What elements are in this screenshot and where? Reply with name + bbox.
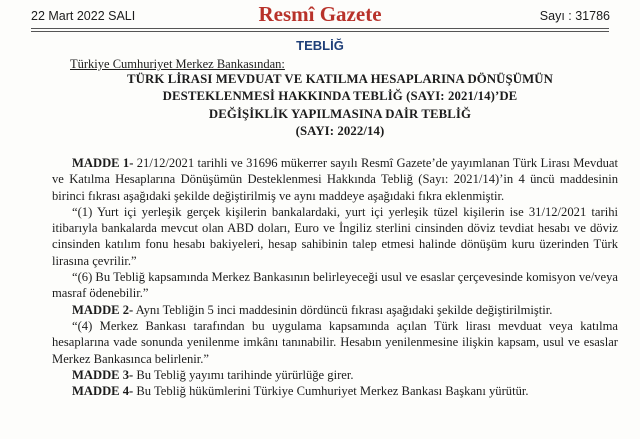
document-title-line: DEĞİŞİKLİK YAPILMASINA DAİR TEBLİĞ — [208, 107, 472, 121]
gazette-name: Resmî Gazete — [258, 2, 382, 26]
issuer-line: Türkiye Cumhuriyet Merkez Bankasından: — [70, 57, 285, 71]
header-rule-top — [31, 28, 609, 29]
article-3 — [52, 367, 618, 383]
article-4 — [52, 383, 618, 399]
document-title-line: TÜRK LİRASI MEVDUAT VE KATILMA HESAPLARINA DÖNÜŞÜMÜN — [127, 72, 553, 86]
gazette-header — [0, 0, 640, 30]
article-text: Aynı Tebliğin 5 inci maddesinin dördüncü fıkrası aşağıdaki şekilde değiştirilmiştir. — [133, 302, 553, 317]
section-title: TEBLİĞ — [296, 38, 344, 53]
document-title-number: (SAYI: 2022/14) — [295, 124, 385, 138]
article-label: MADDE 2- — [72, 302, 134, 317]
document-title-line: DESTEKLENMESİ HAKKINDA TEBLİĞ (SAYI: 2021/14)’DE — [162, 89, 518, 103]
article-text: 21/12/2021 tarihli ve 31696 mükerrer sayılı Resmî Gazete’de yayımlanan Türk Lirası Mevduat ve Katılma Hesaplarına Dönüşümün Desteklenmesi Hakkında Tebliğ (Sayı: 2021/14)’in 4 üncü maddesinin birinci fıkrası aşağıdaki şekilde değiştirilmiş ve aynı maddeye aşağıdaki fıkra eklenmiştir. — [52, 156, 618, 203]
quoted-paragraph: “(1) Yurt içi yerleşik gerçek kişilerin bankalardaki, yurt içi yerleşik tüzel kişilerin ise 31/12/2021 tarihi itibarıyla bankalarda mevcut olan ABD doları, Euro ve İngiliz sterlini cinsinden döviz tevdiat hesabı ve döviz cinsinden katılım fonu hesabı bakiyeleri, hesap sahibinin talep etmesi halinde dönüşüm kuru üzerinden Türk lirasına çevrilir.” — [52, 204, 618, 268]
article-text: Bu Tebliğ hükümlerini Türkiye Cumhuriyet Merkez Bankası Başkanı yürütür. — [133, 384, 529, 399]
quoted-paragraph: “(4) Merkez Bankası tarafından bu uygulama kapsamında açılan Türk lirası mevduat veya katılma hesaplarına vade sonunda yenilenme imkânı tanınabilir. Hesabın yenilenmesine ilişkin kapsam, usul ve esaslar Merkez Bankasınca belirlenir.” — [52, 318, 618, 366]
header-rule-bottom — [31, 31, 609, 32]
issue-number: Sayı : 31786 — [539, 9, 610, 23]
article-label: MADDE 3- — [72, 367, 134, 382]
quoted-paragraph: “(6) Bu Tebliğ kapsamında Merkez Bankasının belirleyeceği usul ve esaslar çerçevesinde komisyon ve/veya masraf ödenebilir.” — [52, 270, 618, 301]
article-label: MADDE 4- — [72, 384, 134, 399]
article-text: Bu Tebliğ yayımı tarihinde yürürlüğe girer. — [133, 367, 354, 382]
article-1 — [52, 155, 618, 204]
document-body — [52, 155, 618, 399]
article-label: MADDE 1- — [72, 156, 134, 170]
article-2 — [52, 302, 618, 318]
issue-date: 22 Mart 2022 SALI — [31, 9, 136, 23]
